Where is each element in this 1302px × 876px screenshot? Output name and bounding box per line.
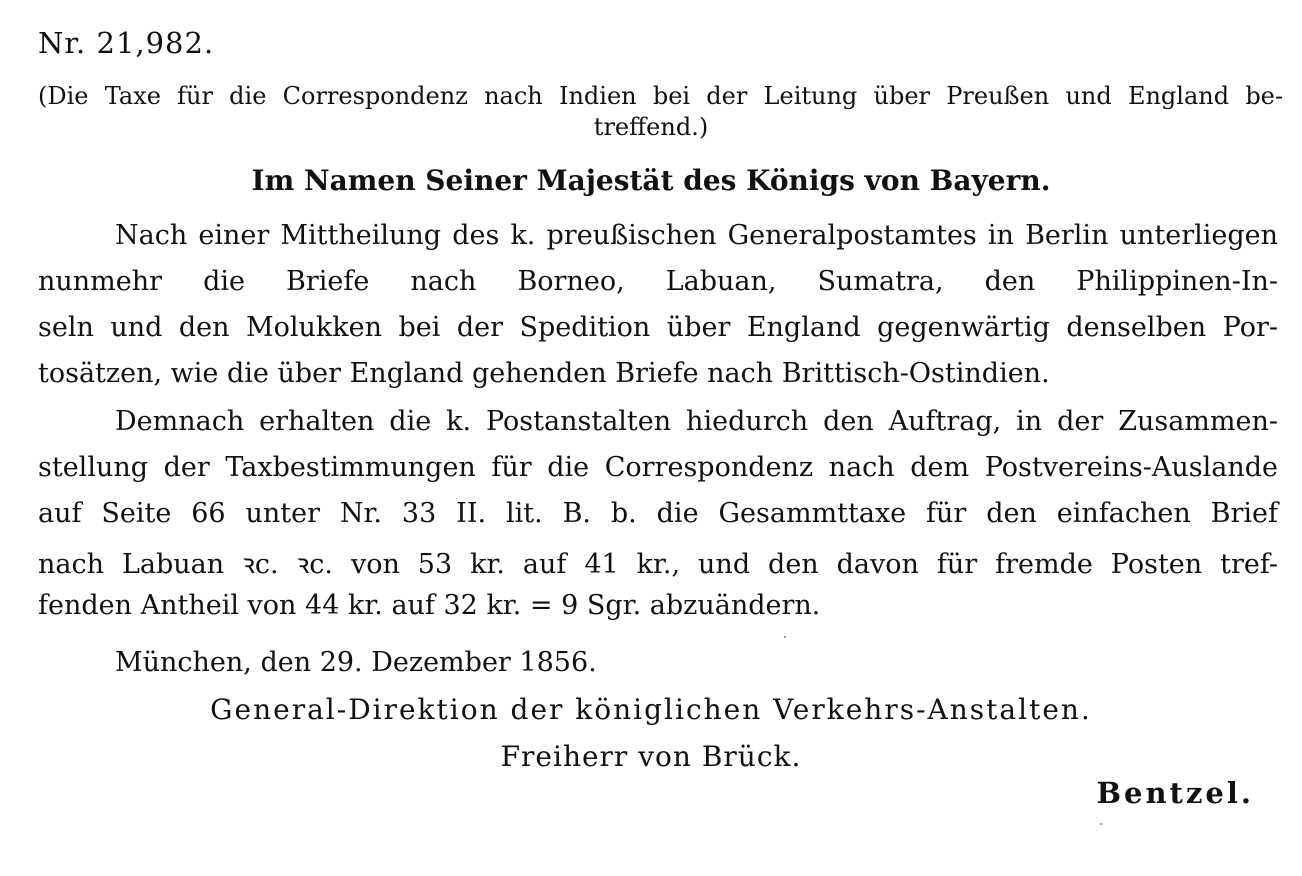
print-speck — [1100, 823, 1102, 825]
body-line-3: seln und den Molukken bei der Spedition über England gegenwärtig denselben Por- — [38, 312, 1278, 343]
signer-name: Freiherr von Brück. — [500, 740, 802, 773]
body-line-2: nunmehr die Briefe nach Borneo, Labuan, Sumatra, den Philippinen-In- — [38, 266, 1278, 297]
body-line-8: nach Labuan ꝛc. ꝛc. von 53 kr. auf 41 kr., und den davon für fremde Posten tref- — [38, 549, 1278, 580]
body-line-1: Nach einer Mittheilung des k. preußischen Generalpostamtes in Berlin unterliegen — [115, 220, 1278, 251]
decree-number: Nr. 21,982. — [38, 26, 215, 60]
invocation-heading: Im Namen Seiner Majestät des Königs von Bayern. — [251, 164, 1051, 197]
body-line-7: auf Seite 66 unter Nr. 33 II. lit. B. b. die Gesammttaxe für den einfachen Brief — [38, 498, 1278, 529]
date-line: München, den 29. Dezember 1856. — [115, 647, 597, 678]
print-speck — [784, 636, 786, 638]
body-line-9: fenden Antheil von 44 kr. auf 32 kr. = 9 Sgr. abzuändern. — [38, 590, 821, 621]
subject-line-2: treffend.) — [593, 113, 709, 141]
issuing-authority: General-Direktion der königlichen Verkehrs-Anstalten. — [210, 693, 1092, 726]
body-line-4: tosätzen, wie die über England gehenden Briefe nach Brittisch-Ostindien. — [38, 358, 1050, 389]
countersignature: Bentzel. — [1096, 776, 1254, 810]
subject-line-1: (Die Taxe für die Correspondenz nach Indien bei der Leitung über Preußen und England be- — [38, 82, 1283, 110]
body-line-5: Demnach erhalten die k. Postanstalten hiedurch den Auftrag, in der Zusammen- — [115, 406, 1278, 437]
body-line-6: stellung der Taxbestimmungen für die Correspondenz nach dem Postvereins-Auslande — [38, 452, 1278, 483]
